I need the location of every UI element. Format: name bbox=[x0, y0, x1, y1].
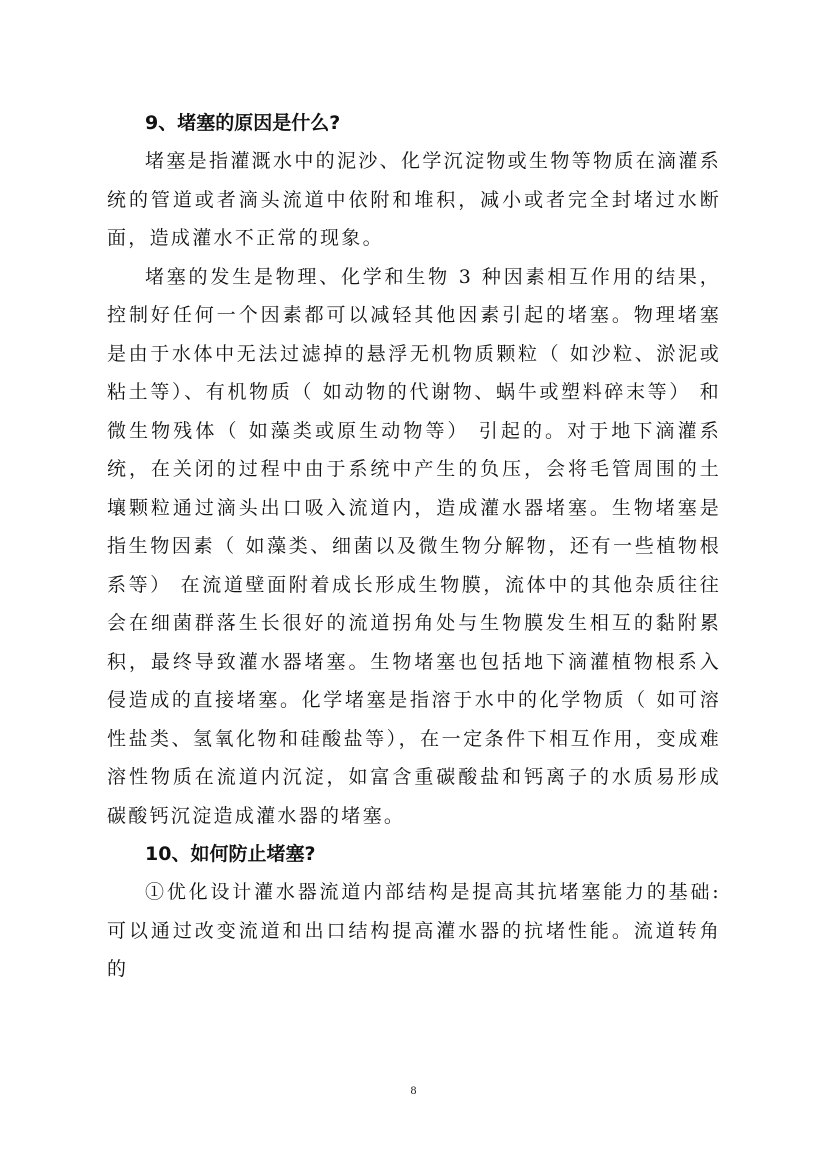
page-content bbox=[107, 104, 721, 989]
section-9-paragraph-1: 堵塞是指灌溉水中的泥沙、化学沉淀物或生物等物质在滴灌系统的管道或者滴头流道中依附和堆积，减小或者完全封堵过水断面，造成灌水不正常的现象。 bbox=[107, 150, 721, 249]
page-number: 8 bbox=[410, 1083, 417, 1097]
section-10-heading: 10、如何防止堵塞? bbox=[145, 843, 316, 865]
section-9-paragraph-2: 堵塞的发生是物理、化学和生物 3 种因素相互作用的结果，控制好任何一个因素都可以减轻其他因素引起的堵塞。物理堵塞是由于水体中无法过滤掉的悬浮无机物质颗粒（ 如沙粒、淤泥或粘土等）、有机物质（ 如动物的代谢物、蜗牛或塑料碎末等） 和微生物残体（ 如藻类或原生动物等） 引起的。对于地下滴灌系统，在关闭的过程中由于系统中产生的负压，会将毛管周围的土壤颗粒通过滴头出口吸入流道内，造成灌水器堵塞。生物堵塞是指生物因素（ 如藻类、细菌以及微生物分解物，还有一些植物根系等） 在流道壁面附着成长形成生物膜，流体中的其他杂质往往会在细菌群落生长很好的流道拐角处与生物膜发生相互的黏附累积，最终导致灌水器堵塞。生物堵塞也包括地下滴灌植物根系入侵造成的直接堵塞。化学堵塞是指溶于水中的化学物质（ 如可溶性盐类、氢氧化物和硅酸盐等），在一定条件下相互作用，变成难溶性物质在流道内沉淀，如富含重碳酸盐和钙离子的水质易形成碳酸钙沉淀造成灌水器的堵塞。 bbox=[107, 265, 721, 827]
section-9-heading: 9、堵塞的原因是什么? bbox=[145, 112, 341, 134]
section-10-paragraph-1: ①优化设计灌水器流道内部结构是提高其抗堵塞能力的基础:可以通过改变流道和出口结构提高灌水器的抗堵性能。流道转角的 bbox=[107, 881, 721, 980]
